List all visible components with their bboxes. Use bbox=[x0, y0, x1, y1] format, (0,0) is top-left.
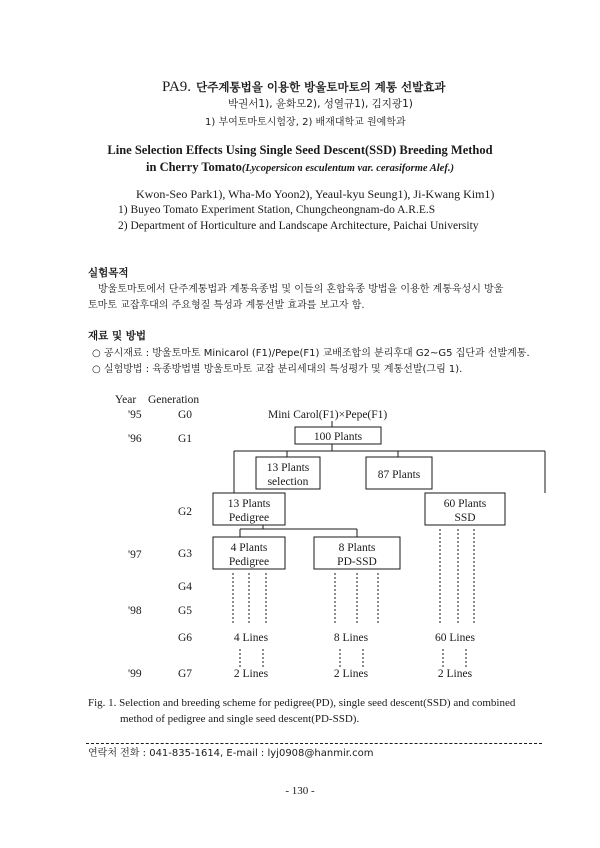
abstract-code: PA9. bbox=[162, 79, 192, 95]
english-title-line2 bbox=[0, 160, 600, 175]
generation-label: G6 bbox=[178, 632, 193, 644]
generation-label: G3 bbox=[178, 548, 193, 560]
figure-caption-line2: method of pedigree and single seed descent(PD-SSD). bbox=[120, 713, 360, 725]
box-text: 4 Plants bbox=[230, 542, 268, 554]
authors-korean: 박권서1), 윤화모2), 성열규1), 김지광1) bbox=[228, 98, 413, 110]
objective-heading: 실험목적 bbox=[88, 267, 129, 279]
generation-label: G1 bbox=[178, 433, 193, 445]
cross-label: Mini Carol(F1)×Pepe(F1) bbox=[268, 409, 388, 421]
generation-label: G2 bbox=[178, 506, 193, 518]
affiliation-english-1: 1) Buyeo Tomato Experiment Station, Chungcheongnam-do A.R.E.S bbox=[118, 204, 436, 216]
generation-label: G4 bbox=[178, 581, 193, 593]
english-title-line1: Line Selection Effects Using Single Seed Descent(SSD) Breeding Method bbox=[107, 143, 493, 157]
breeding-scheme-diagram bbox=[0, 385, 600, 695]
column-header-generation: Generation bbox=[148, 394, 200, 406]
box-text: 100 Plants bbox=[313, 431, 363, 443]
year-label: '95 bbox=[128, 409, 142, 421]
box-text: 13 Plants bbox=[266, 462, 310, 474]
lines-label: 2 Lines bbox=[233, 668, 269, 680]
lines-label: 2 Lines bbox=[333, 668, 369, 680]
contact-info: 연락처 전화 : 041-835-1614, E-mail : lyj0908@hanmir.com bbox=[88, 748, 374, 759]
english-title-species: (Lycopersicon esculentum var. cerasiforme Alef.) bbox=[241, 163, 454, 174]
box-text: 13 Plants bbox=[227, 498, 271, 510]
box-text: 87 Plants bbox=[377, 469, 421, 481]
box-text: 60 Plants bbox=[443, 498, 487, 510]
authors-english: Kwon-Seo Park1), Wha-Mo Yoon2), Yeaul-kyu Seung1), Ji-Kwang Kim1) bbox=[136, 187, 495, 201]
box-text: 8 Plants bbox=[338, 542, 376, 554]
affiliations-korean: 1) 부여토마토시험장, 2) 배재대학교 원예학과 bbox=[205, 117, 406, 128]
generation-label: G0 bbox=[178, 409, 193, 421]
column-header-year: Year bbox=[115, 394, 137, 406]
generation-label: G5 bbox=[178, 605, 193, 617]
box-text: SSD bbox=[454, 512, 476, 524]
title-korean: 단주계통법을 이용한 방울토마토의 계통 선발효과 bbox=[196, 80, 446, 94]
affiliation-english-2: 2) Department of Horticulture and Landscape Architecture, Paichai University bbox=[118, 220, 479, 232]
box-text: PD-SSD bbox=[337, 556, 377, 568]
year-label: '98 bbox=[128, 605, 142, 617]
generation-label: G7 bbox=[178, 668, 193, 680]
abstract-title bbox=[162, 76, 445, 96]
lines-label: 4 Lines bbox=[233, 632, 269, 644]
objective-line2: 토마토 교잡후대의 주요형질 특성과 계통선발 효과를 보고자 함. bbox=[88, 300, 365, 311]
english-title-prefix: in Cherry Tomato bbox=[146, 160, 242, 174]
year-label: '99 bbox=[128, 668, 142, 680]
year-label: '96 bbox=[128, 433, 142, 445]
box-text: selection bbox=[267, 476, 309, 488]
box-text: Pedigree bbox=[228, 512, 270, 524]
methods-item-procedure: ○ 실험방법 : 육종방법별 방울토마토 교잡 분리세대의 특성평가 및 계통선발(그림 1). bbox=[92, 364, 463, 375]
lines-label: 8 Lines bbox=[333, 632, 369, 644]
year-label: '97 bbox=[128, 549, 142, 561]
page-number: - 130 - bbox=[285, 785, 315, 797]
methods-item-materials: ○ 공시재료 : 방울토마토 Minicarol (F1)/Pepe(F1) 교배조합의 분리후대 G2~G5 집단과 선발계통. bbox=[92, 348, 530, 359]
figure-caption-line1: Fig. 1. Selection and breeding scheme for pedigree(PD), single seed descent(SSD) and combined bbox=[88, 697, 516, 709]
lines-label: 2 Lines bbox=[437, 668, 473, 680]
objective-line1: 방울토마토에서 단주계통법과 계통육종법 및 이들의 혼합육종 방법을 이용한 계통육성시 방울 bbox=[98, 284, 504, 295]
lines-label: 60 Lines bbox=[435, 632, 475, 644]
methods-heading: 재료 및 방법 bbox=[88, 330, 147, 342]
box-text: Pedigree bbox=[228, 556, 270, 568]
